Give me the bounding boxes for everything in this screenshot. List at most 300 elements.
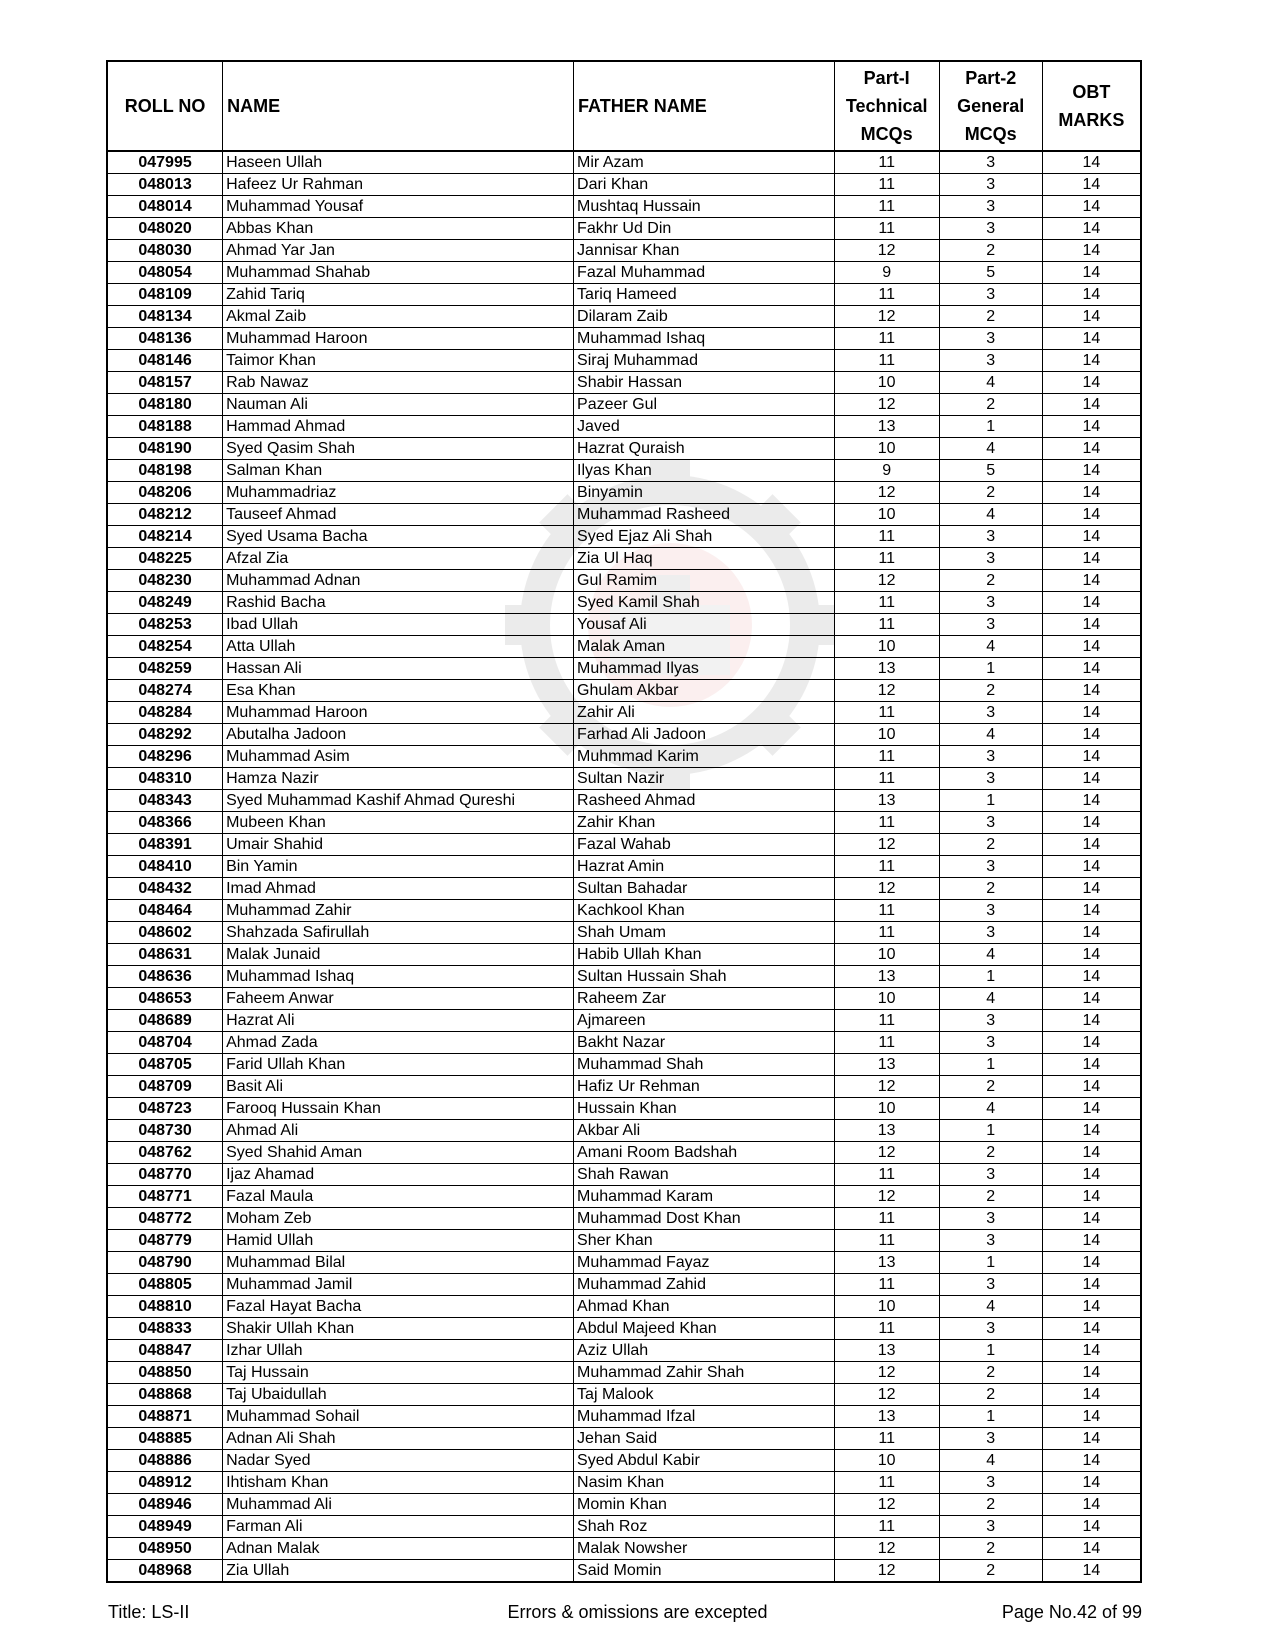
cell-roll-no: 048310 — [107, 768, 223, 790]
cell-name: Syed Shahid Aman — [223, 1142, 574, 1164]
cell-father-name: Syed Abdul Kabir — [574, 1450, 835, 1472]
cell-part2-general: 2 — [939, 306, 1042, 328]
cell-part1-technical: 11 — [834, 218, 939, 240]
cell-part2-general: 3 — [939, 526, 1042, 548]
cell-part1-technical: 11 — [834, 922, 939, 944]
table-row — [107, 218, 1141, 240]
cell-roll-no: 048636 — [107, 966, 223, 988]
cell-part1-technical: 10 — [834, 944, 939, 966]
table-row — [107, 526, 1141, 548]
cell-obt-marks: 14 — [1042, 1472, 1141, 1494]
cell-obt-marks: 14 — [1042, 1494, 1141, 1516]
cell-roll-no: 048206 — [107, 482, 223, 504]
cell-part1-technical: 13 — [834, 658, 939, 680]
header-part1-line: MCQs — [860, 124, 913, 144]
cell-name: Moham Zeb — [223, 1208, 574, 1230]
cell-part1-technical: 11 — [834, 1274, 939, 1296]
cell-part2-general: 1 — [939, 416, 1042, 438]
cell-part2-general: 1 — [939, 658, 1042, 680]
header-part2-line: MCQs — [964, 124, 1017, 144]
cell-father-name: Nasim Khan — [574, 1472, 835, 1494]
cell-part1-technical: 11 — [834, 1472, 939, 1494]
cell-part1-technical: 12 — [834, 1538, 939, 1560]
table-row — [107, 504, 1141, 526]
cell-obt-marks: 14 — [1042, 592, 1141, 614]
cell-part2-general: 3 — [939, 218, 1042, 240]
cell-obt-marks: 14 — [1042, 1340, 1141, 1362]
cell-father-name: Muhammad Fayaz — [574, 1252, 835, 1274]
cell-name: Umair Shahid — [223, 834, 574, 856]
cell-roll-no: 048259 — [107, 658, 223, 680]
cell-name: Muhammad Yousaf — [223, 196, 574, 218]
cell-obt-marks: 14 — [1042, 306, 1141, 328]
cell-part2-general: 4 — [939, 636, 1042, 658]
cell-roll-no: 048249 — [107, 592, 223, 614]
cell-obt-marks: 14 — [1042, 1032, 1141, 1054]
cell-obt-marks: 14 — [1042, 1274, 1141, 1296]
cell-obt-marks: 14 — [1042, 702, 1141, 724]
cell-obt-marks: 14 — [1042, 504, 1141, 526]
cell-roll-no: 048847 — [107, 1340, 223, 1362]
header-name: NAME — [223, 61, 574, 151]
cell-part2-general: 3 — [939, 151, 1042, 174]
cell-part2-general: 2 — [939, 1384, 1042, 1406]
cell-roll-no: 048292 — [107, 724, 223, 746]
cell-part1-technical: 12 — [834, 1384, 939, 1406]
cell-roll-no: 048212 — [107, 504, 223, 526]
table-row — [107, 460, 1141, 482]
cell-roll-no: 048410 — [107, 856, 223, 878]
cell-father-name: Ahmad Khan — [574, 1296, 835, 1318]
cell-father-name: Muhammad Karam — [574, 1186, 835, 1208]
table-row — [107, 1208, 1141, 1230]
cell-obt-marks: 14 — [1042, 526, 1141, 548]
cell-obt-marks: 14 — [1042, 680, 1141, 702]
cell-roll-no: 048709 — [107, 1076, 223, 1098]
cell-roll-no: 048284 — [107, 702, 223, 724]
cell-name: Akmal Zaib — [223, 306, 574, 328]
cell-part2-general: 2 — [939, 1538, 1042, 1560]
cell-name: Nauman Ali — [223, 394, 574, 416]
cell-part2-general: 2 — [939, 1186, 1042, 1208]
cell-roll-no: 048705 — [107, 1054, 223, 1076]
table-row — [107, 328, 1141, 350]
cell-part1-technical: 13 — [834, 1340, 939, 1362]
cell-part2-general: 4 — [939, 988, 1042, 1010]
cell-father-name: Habib Ullah Khan — [574, 944, 835, 966]
cell-obt-marks: 14 — [1042, 1098, 1141, 1120]
cell-obt-marks: 14 — [1042, 900, 1141, 922]
cell-roll-no: 048810 — [107, 1296, 223, 1318]
cell-part2-general: 2 — [939, 1142, 1042, 1164]
table-row — [107, 1538, 1141, 1560]
cell-part1-technical: 12 — [834, 1186, 939, 1208]
cell-part1-technical: 10 — [834, 1098, 939, 1120]
cell-part2-general: 4 — [939, 1450, 1042, 1472]
table-row — [107, 438, 1141, 460]
footer-page-number: Page No.42 of 99 — [1001, 1602, 1142, 1622]
cell-part2-general: 3 — [939, 284, 1042, 306]
cell-part2-general: 2 — [939, 680, 1042, 702]
cell-obt-marks: 14 — [1042, 548, 1141, 570]
cell-roll-no: 048772 — [107, 1208, 223, 1230]
cell-name: Abbas Khan — [223, 218, 574, 240]
cell-name: Shahzada Safirullah — [223, 922, 574, 944]
cell-roll-no: 048109 — [107, 284, 223, 306]
cell-roll-no: 048833 — [107, 1318, 223, 1340]
cell-part2-general: 2 — [939, 1362, 1042, 1384]
table-row — [107, 570, 1141, 592]
cell-obt-marks: 14 — [1042, 658, 1141, 680]
cell-obt-marks: 14 — [1042, 1252, 1141, 1274]
cell-obt-marks: 14 — [1042, 218, 1141, 240]
cell-obt-marks: 14 — [1042, 636, 1141, 658]
cell-roll-no: 048871 — [107, 1406, 223, 1428]
cell-part1-technical: 11 — [834, 328, 939, 350]
cell-obt-marks: 14 — [1042, 988, 1141, 1010]
cell-obt-marks: 14 — [1042, 1054, 1141, 1076]
cell-obt-marks: 14 — [1042, 570, 1141, 592]
cell-name: Ahmad Ali — [223, 1120, 574, 1142]
table-row — [107, 394, 1141, 416]
table-row — [107, 1472, 1141, 1494]
cell-father-name: Fakhr Ud Din — [574, 218, 835, 240]
header-part2-general — [939, 61, 1042, 151]
cell-part1-technical: 12 — [834, 834, 939, 856]
table-row — [107, 372, 1141, 394]
cell-part1-technical: 10 — [834, 636, 939, 658]
cell-name: Muhammad Ishaq — [223, 966, 574, 988]
cell-father-name: Dilaram Zaib — [574, 306, 835, 328]
table-row — [107, 614, 1141, 636]
cell-father-name: Kachkool Khan — [574, 900, 835, 922]
cell-name: Hafeez Ur Rahman — [223, 174, 574, 196]
cell-part1-technical: 12 — [834, 1560, 939, 1583]
cell-roll-no: 048188 — [107, 416, 223, 438]
cell-part2-general: 3 — [939, 1010, 1042, 1032]
cell-part1-technical: 11 — [834, 1318, 939, 1340]
cell-father-name: Said Momin — [574, 1560, 835, 1583]
cell-father-name: Fazal Muhammad — [574, 262, 835, 284]
cell-part2-general: 3 — [939, 174, 1042, 196]
table-row — [107, 658, 1141, 680]
cell-part2-general: 3 — [939, 856, 1042, 878]
cell-name: Mubeen Khan — [223, 812, 574, 834]
cell-name: Esa Khan — [223, 680, 574, 702]
cell-name: Muhammad Zahir — [223, 900, 574, 922]
cell-name: Salman Khan — [223, 460, 574, 482]
cell-part1-technical: 12 — [834, 240, 939, 262]
cell-part1-technical: 11 — [834, 548, 939, 570]
cell-obt-marks: 14 — [1042, 240, 1141, 262]
cell-obt-marks: 14 — [1042, 1538, 1141, 1560]
cell-father-name: Shah Umam — [574, 922, 835, 944]
cell-part2-general: 4 — [939, 724, 1042, 746]
cell-roll-no: 048771 — [107, 1186, 223, 1208]
cell-part2-general: 1 — [939, 790, 1042, 812]
cell-father-name: Javed — [574, 416, 835, 438]
cell-father-name: Muhammad Shah — [574, 1054, 835, 1076]
table-row — [107, 1098, 1141, 1120]
cell-obt-marks: 14 — [1042, 460, 1141, 482]
cell-part1-technical: 13 — [834, 1054, 939, 1076]
cell-part2-general: 3 — [939, 746, 1042, 768]
cell-father-name: Akbar Ali — [574, 1120, 835, 1142]
table-row — [107, 1010, 1141, 1032]
cell-name: Farooq Hussain Khan — [223, 1098, 574, 1120]
cell-father-name: Hazrat Amin — [574, 856, 835, 878]
table-row — [107, 1076, 1141, 1098]
cell-name: Muhammad Haroon — [223, 702, 574, 724]
cell-roll-no: 048013 — [107, 174, 223, 196]
cell-father-name: Jannisar Khan — [574, 240, 835, 262]
cell-roll-no: 048020 — [107, 218, 223, 240]
table-row — [107, 1384, 1141, 1406]
cell-father-name: Aziz Ullah — [574, 1340, 835, 1362]
cell-obt-marks: 14 — [1042, 372, 1141, 394]
footer-note: Errors & omissions are excepted — [507, 1602, 768, 1622]
cell-roll-no: 048230 — [107, 570, 223, 592]
cell-obt-marks: 14 — [1042, 350, 1141, 372]
cell-father-name: Malak Nowsher — [574, 1538, 835, 1560]
cell-obt-marks: 14 — [1042, 614, 1141, 636]
cell-part2-general: 5 — [939, 262, 1042, 284]
cell-father-name: Mir Azam — [574, 151, 835, 174]
cell-obt-marks: 14 — [1042, 856, 1141, 878]
cell-name: Muhammad Asim — [223, 746, 574, 768]
cell-father-name: Taj Malook — [574, 1384, 835, 1406]
cell-part1-technical: 11 — [834, 812, 939, 834]
cell-part2-general: 3 — [939, 350, 1042, 372]
cell-roll-no: 048779 — [107, 1230, 223, 1252]
table-row — [107, 196, 1141, 218]
cell-part1-technical: 11 — [834, 1428, 939, 1450]
cell-part2-general: 5 — [939, 460, 1042, 482]
cell-name: Ijaz Ahamad — [223, 1164, 574, 1186]
cell-roll-no: 048030 — [107, 240, 223, 262]
cell-part2-general: 3 — [939, 702, 1042, 724]
cell-obt-marks: 14 — [1042, 1384, 1141, 1406]
cell-name: Syed Muhammad Kashif Ahmad Qureshi — [223, 790, 574, 812]
cell-name: Muhammad Shahab — [223, 262, 574, 284]
cell-father-name: Ghulam Akbar — [574, 680, 835, 702]
cell-name: Farman Ali — [223, 1516, 574, 1538]
cell-roll-no: 048653 — [107, 988, 223, 1010]
cell-roll-no: 048689 — [107, 1010, 223, 1032]
cell-part1-technical: 11 — [834, 768, 939, 790]
cell-name: Ahmad Yar Jan — [223, 240, 574, 262]
cell-roll-no: 048254 — [107, 636, 223, 658]
cell-name: Malak Junaid — [223, 944, 574, 966]
cell-obt-marks: 14 — [1042, 724, 1141, 746]
cell-father-name: Abdul Majeed Khan — [574, 1318, 835, 1340]
cell-roll-no: 048968 — [107, 1560, 223, 1583]
cell-father-name: Muhammad Zahir Shah — [574, 1362, 835, 1384]
cell-name: Hazrat Ali — [223, 1010, 574, 1032]
cell-roll-no: 048770 — [107, 1164, 223, 1186]
cell-father-name: Shabir Hassan — [574, 372, 835, 394]
cell-name: Rab Nawaz — [223, 372, 574, 394]
cell-part1-technical: 13 — [834, 1252, 939, 1274]
cell-roll-no: 048296 — [107, 746, 223, 768]
cell-father-name: Ilyas Khan — [574, 460, 835, 482]
cell-part2-general: 3 — [939, 900, 1042, 922]
cell-roll-no: 048762 — [107, 1142, 223, 1164]
cell-name: Afzal Zia — [223, 548, 574, 570]
cell-part1-technical: 13 — [834, 790, 939, 812]
cell-father-name: Rasheed Ahmad — [574, 790, 835, 812]
cell-part1-technical: 12 — [834, 570, 939, 592]
cell-part2-general: 1 — [939, 1120, 1042, 1142]
cell-name: Haseen Ullah — [223, 151, 574, 174]
cell-obt-marks: 14 — [1042, 1010, 1141, 1032]
header-roll-no: ROLL NO — [107, 61, 223, 151]
cell-father-name: Shah Rawan — [574, 1164, 835, 1186]
cell-part1-technical: 10 — [834, 504, 939, 526]
table-row — [107, 262, 1141, 284]
cell-father-name: Dari Khan — [574, 174, 835, 196]
cell-father-name: Hazrat Quraish — [574, 438, 835, 460]
cell-part1-technical: 9 — [834, 262, 939, 284]
cell-part1-technical: 11 — [834, 1164, 939, 1186]
cell-roll-no: 048274 — [107, 680, 223, 702]
footer-title: Title: LS-II — [108, 1602, 190, 1622]
table-body — [107, 151, 1141, 1582]
cell-obt-marks: 14 — [1042, 922, 1141, 944]
cell-father-name: Farhad Ali Jadoon — [574, 724, 835, 746]
cell-name: Taimor Khan — [223, 350, 574, 372]
cell-part2-general: 1 — [939, 1252, 1042, 1274]
header-part1-line: Technical — [845, 96, 928, 116]
table-row — [107, 768, 1141, 790]
cell-part2-general: 3 — [939, 1318, 1042, 1340]
cell-part2-general: 1 — [939, 1054, 1042, 1076]
cell-part1-technical: 11 — [834, 526, 939, 548]
cell-part1-technical: 12 — [834, 1142, 939, 1164]
cell-father-name: Muhammad Rasheed — [574, 504, 835, 526]
cell-roll-no: 048730 — [107, 1120, 223, 1142]
table-row — [107, 1164, 1141, 1186]
table-row — [107, 746, 1141, 768]
cell-part1-technical: 12 — [834, 306, 939, 328]
cell-part2-general: 4 — [939, 944, 1042, 966]
cell-obt-marks: 14 — [1042, 1296, 1141, 1318]
cell-part2-general: 2 — [939, 1076, 1042, 1098]
table-row — [107, 944, 1141, 966]
cell-obt-marks: 14 — [1042, 1164, 1141, 1186]
table-row — [107, 240, 1141, 262]
cell-name: Fazal Maula — [223, 1186, 574, 1208]
header-father-name: FATHER NAME — [574, 61, 835, 151]
cell-part1-technical: 10 — [834, 438, 939, 460]
cell-obt-marks: 14 — [1042, 174, 1141, 196]
cell-obt-marks: 14 — [1042, 284, 1141, 306]
cell-part2-general: 2 — [939, 394, 1042, 416]
cell-part1-technical: 12 — [834, 1362, 939, 1384]
cell-name: Basit Ali — [223, 1076, 574, 1098]
table-row — [107, 1318, 1141, 1340]
cell-part1-technical: 11 — [834, 746, 939, 768]
cell-obt-marks: 14 — [1042, 1406, 1141, 1428]
table-row — [107, 856, 1141, 878]
cell-father-name: Sultan Bahadar — [574, 878, 835, 900]
cell-part1-technical: 12 — [834, 1076, 939, 1098]
table-row — [107, 306, 1141, 328]
cell-part2-general: 1 — [939, 1340, 1042, 1362]
cell-roll-no: 048723 — [107, 1098, 223, 1120]
cell-part1-technical: 13 — [834, 1406, 939, 1428]
cell-roll-no: 048464 — [107, 900, 223, 922]
cell-roll-no: 048343 — [107, 790, 223, 812]
cell-name: Hamid Ullah — [223, 1230, 574, 1252]
table-row — [107, 174, 1141, 196]
cell-obt-marks: 14 — [1042, 1450, 1141, 1472]
table-row — [107, 900, 1141, 922]
cell-part1-technical: 11 — [834, 1010, 939, 1032]
cell-name: Farid Ullah Khan — [223, 1054, 574, 1076]
cell-part1-technical: 11 — [834, 702, 939, 724]
cell-part1-technical: 9 — [834, 460, 939, 482]
cell-part1-technical: 11 — [834, 1230, 939, 1252]
cell-part1-technical: 11 — [834, 151, 939, 174]
cell-roll-no: 048198 — [107, 460, 223, 482]
cell-father-name: Sher Khan — [574, 1230, 835, 1252]
cell-obt-marks: 14 — [1042, 1428, 1141, 1450]
cell-part2-general: 2 — [939, 570, 1042, 592]
cell-roll-no: 048391 — [107, 834, 223, 856]
cell-roll-no: 048214 — [107, 526, 223, 548]
cell-roll-no: 048432 — [107, 878, 223, 900]
cell-part1-technical: 11 — [834, 284, 939, 306]
results-table — [106, 60, 1142, 1583]
header-part1-line: Part-I — [863, 68, 910, 88]
cell-part2-general: 3 — [939, 922, 1042, 944]
cell-father-name: Sultan Hussain Shah — [574, 966, 835, 988]
cell-part2-general: 3 — [939, 1208, 1042, 1230]
table-row — [107, 482, 1141, 504]
cell-part1-technical: 11 — [834, 174, 939, 196]
cell-part1-technical: 13 — [834, 1120, 939, 1142]
table-row — [107, 1230, 1141, 1252]
cell-name: Abutalha Jadoon — [223, 724, 574, 746]
cell-roll-no: 048190 — [107, 438, 223, 460]
table-row — [107, 416, 1141, 438]
cell-name: Taj Hussain — [223, 1362, 574, 1384]
table-row — [107, 922, 1141, 944]
cell-roll-no: 048950 — [107, 1538, 223, 1560]
cell-obt-marks: 14 — [1042, 966, 1141, 988]
cell-father-name: Muhammad Ilyas — [574, 658, 835, 680]
cell-part2-general: 1 — [939, 966, 1042, 988]
cell-obt-marks: 14 — [1042, 746, 1141, 768]
cell-part2-general: 3 — [939, 592, 1042, 614]
cell-part1-technical: 11 — [834, 350, 939, 372]
cell-part2-general: 3 — [939, 196, 1042, 218]
cell-obt-marks: 14 — [1042, 416, 1141, 438]
cell-obt-marks: 14 — [1042, 878, 1141, 900]
cell-roll-no: 048253 — [107, 614, 223, 636]
cell-roll-no: 048602 — [107, 922, 223, 944]
cell-roll-no: 048366 — [107, 812, 223, 834]
cell-roll-no: 048631 — [107, 944, 223, 966]
table-row — [107, 702, 1141, 724]
table-row — [107, 1428, 1141, 1450]
cell-part1-technical: 11 — [834, 614, 939, 636]
cell-part1-technical: 10 — [834, 724, 939, 746]
cell-part2-general: 2 — [939, 1494, 1042, 1516]
cell-part1-technical: 11 — [834, 1208, 939, 1230]
table-row — [107, 1362, 1141, 1384]
